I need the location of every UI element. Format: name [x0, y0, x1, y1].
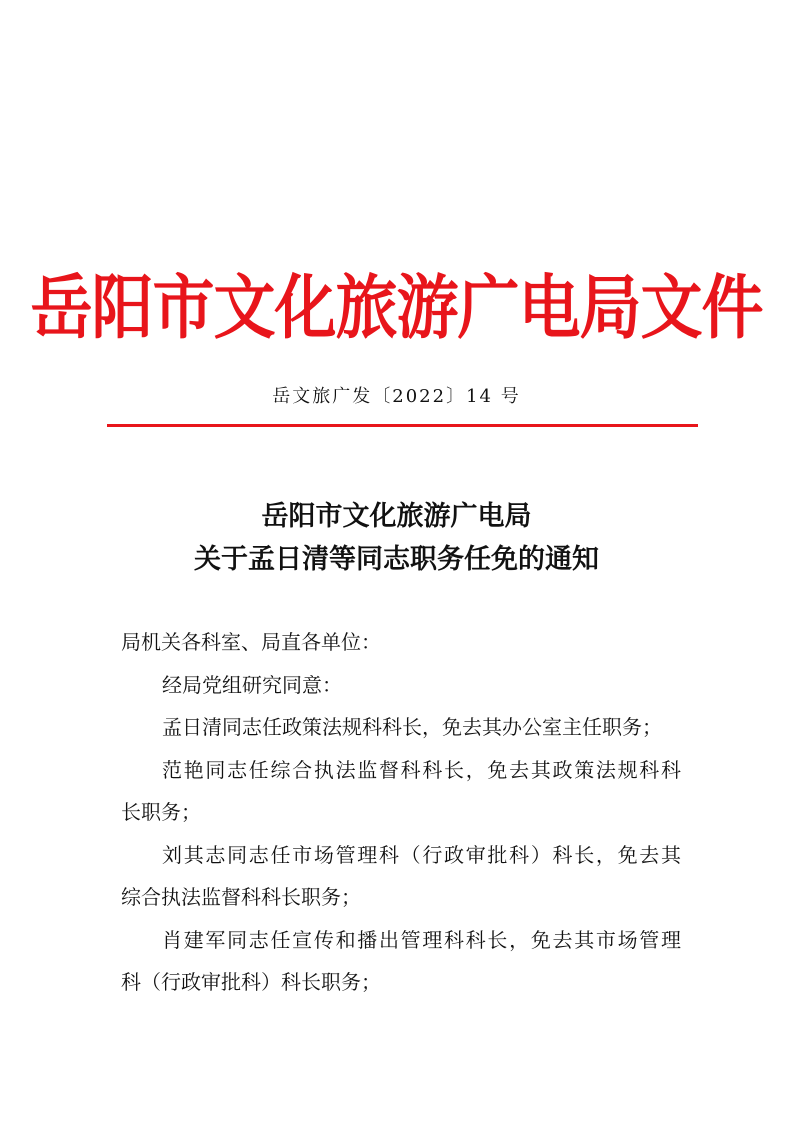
intro-paragraph: 经局党组研究同意： [162, 673, 342, 697]
salutation: 局机关各科室、局直各单位： [121, 630, 381, 654]
appointment-item-1: 孟日清同志任政策法规科科长，免去其办公室主任职务； [162, 715, 662, 739]
red-divider-line [107, 424, 698, 427]
appointment-item-2: 范艳同志任综合执法监督科科长，免去其政策法规科科 [162, 758, 681, 782]
notice-title-line1: 岳阳市文化旅游广电局 [261, 501, 532, 532]
document-number: 岳文旅广发〔2022〕14 号 [272, 386, 521, 407]
notice-title-line2: 关于孟日清等同志职务任免的通知 [194, 544, 599, 575]
appointment-item-4: 肖建军同志任宣传和播出管理科科长，免去其市场管理 [162, 928, 681, 952]
appointment-item-3-cont: 综合执法监督科科长职务； [121, 885, 361, 909]
appointment-item-2-cont: 长职务； [121, 800, 201, 824]
appointment-item-3: 刘其志同志任市场管理科（行政审批科）科长，免去其 [162, 843, 681, 867]
agency-header-title: 岳阳市文化旅游广电局文件 [30, 266, 763, 349]
appointment-item-4-cont: 科（行政审批科）科长职务； [121, 970, 381, 994]
